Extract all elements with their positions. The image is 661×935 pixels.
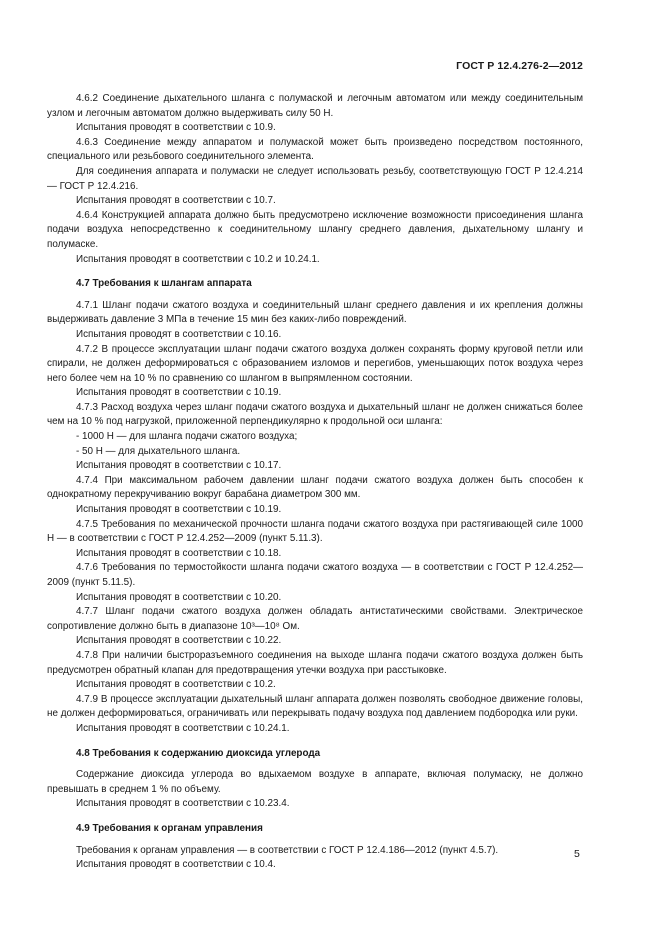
paragraph: Испытания проводят в соответствии с 10.23.4.	[76, 798, 290, 810]
paragraph: Испытания проводят в соответствии с 10.18.	[76, 547, 282, 559]
paragraph: Испытания проводят в соответствии с 10.16.	[76, 328, 282, 340]
paragraph: Испытания проводят в соответствии с 10.19.	[76, 504, 282, 516]
paragraph: 4.7.7 Шланг подачи сжатого воздуха должен обладать антистатическими свойствами. Электрическое сопротивление должно быть в диапазоне 10³—10⁸ Ом.	[47, 606, 583, 632]
paragraph: Испытания проводят в соответствии с 10.19.	[76, 387, 282, 399]
section-heading: 4.9 Требования к органам управления	[76, 822, 263, 834]
paragraph: Испытания проводят в соответствии с 10.4.	[76, 859, 276, 871]
paragraph: 4.7.4 При максимальном рабочем давлении шланг подачи сжатого воздуха должен быть способен к однократному перекручиванию вокруг барабана диаметром 300 мм.	[47, 474, 583, 501]
paragraph: 4.7.5 Требования по механической прочности шланга подачи сжатого воздуха при растягивающей силе 1000 Н — в соответствии с ГОСТ Р 12.4.252—2009 (пункт 5.11.3).	[47, 518, 583, 545]
paragraph: 4.7.6 Требования по термостойкости шланга подачи сжатого воздуха — в соответствии с ГОСТ Р 12.4.252—2009 (пункт 5.11.5).	[47, 562, 583, 588]
paragraph: Испытания проводят в соответствии с 10.20.	[76, 591, 282, 603]
paragraph: Испытания проводят в соответствии с 10.17.	[76, 460, 282, 472]
paragraph: Требования к органам управления — в соответствии с ГОСТ Р 12.4.186—2012 (пункт 4.5.7).	[76, 844, 499, 856]
section-heading: 4.8 Требования к содержанию диоксида углерода	[76, 747, 321, 759]
paragraph: 4.6.4 Конструкцией аппарата должно быть предусмотрено исключение возможности присоединения шланга подачи воздуха непосредственно к соединительному шлангу среднего давления, дыхательному шлангу и полумаске.	[47, 209, 583, 250]
paragraph: Испытания проводят в соответствии с 10.7.	[76, 195, 276, 207]
paragraph: Испытания проводят в соответствии с 10.24.1.	[76, 722, 290, 734]
paragraph: Испытания проводят в соответствии с 10.22.	[76, 635, 282, 647]
paragraph: 4.6.2 Соединение дыхательного шланга с полумаской и легочным автоматом или между соединительным узлом и легочным автоматом должно выдерживать силу 50 Н.	[47, 93, 583, 119]
paragraph: Испытания проводят в соответствии с 10.2.	[76, 679, 276, 691]
paragraph: Содержание диоксида углерода во вдыхаемом воздухе в аппарате, включая полумаску, не должно превышать в среднем 1 % по объему.	[47, 769, 583, 795]
section-heading: 4.7 Требования к шлангам аппарата	[76, 278, 252, 290]
paragraph: Испытания проводят в соответствии с 10.9.	[76, 122, 276, 134]
document-body	[47, 92, 583, 873]
paragraph: Испытания проводят в соответствии с 10.2 и 10.24.1.	[76, 253, 320, 265]
list-item: - 1000 Н — для шланга подачи сжатого воздуха;	[76, 431, 298, 443]
paragraph: Для соединения аппарата и полумаски не следует использовать резьбу, соответствующую ГОСТ Р 12.4.214 — ГОСТ Р 12.4.216.	[47, 165, 583, 192]
paragraph: 4.7.1 Шланг подачи сжатого воздуха и соединительный шланг среднего давления и их крепления должны выдерживать давление 3 МПа в течение 15 мин без каких-либо повреждений.	[47, 299, 583, 326]
list-item: - 50 Н — для дыхательного шланга.	[76, 445, 241, 457]
page-number: 5	[574, 848, 580, 860]
paragraph: 4.7.2 В процессе эксплуатации шланг подачи сжатого воздуха должен сохранять форму круговой петли или спирали, не должен деформироваться с образованием изломов и перегибов, уменьшающих поток воздуха через него более чем на 10 % по сравнению со шлангом в выпрямленном состоянии.	[47, 343, 583, 384]
document-header: ГОСТ Р 12.4.276-2—2012	[456, 60, 583, 72]
paragraph: 4.7.8 При наличии быстроразъемного соединения на выходе шланга подачи сжатого воздуха должен быть предусмотрен обратный клапан для предотвращения утечки воздуха при расстыковке.	[47, 649, 583, 676]
paragraph: 4.7.9 В процессе эксплуатации дыхательный шланг аппарата должен позволять свободное движение головы, не должен деформироваться, ограничивать или перекрывать подачу воздуха под давлением подбородка или руки.	[47, 693, 583, 720]
paragraph: 4.6.3 Соединение между аппаратом и полумаской может быть произведено посредством постоянного, специального или резьбового соединительного элемента.	[47, 136, 583, 163]
paragraph: 4.7.3 Расход воздуха через шланг подачи сжатого воздуха и дыхательный шланг не должен снижаться более чем на 10 % под нагрузкой, приложенной перпендикулярно к продольной оси шланга:	[47, 401, 583, 428]
